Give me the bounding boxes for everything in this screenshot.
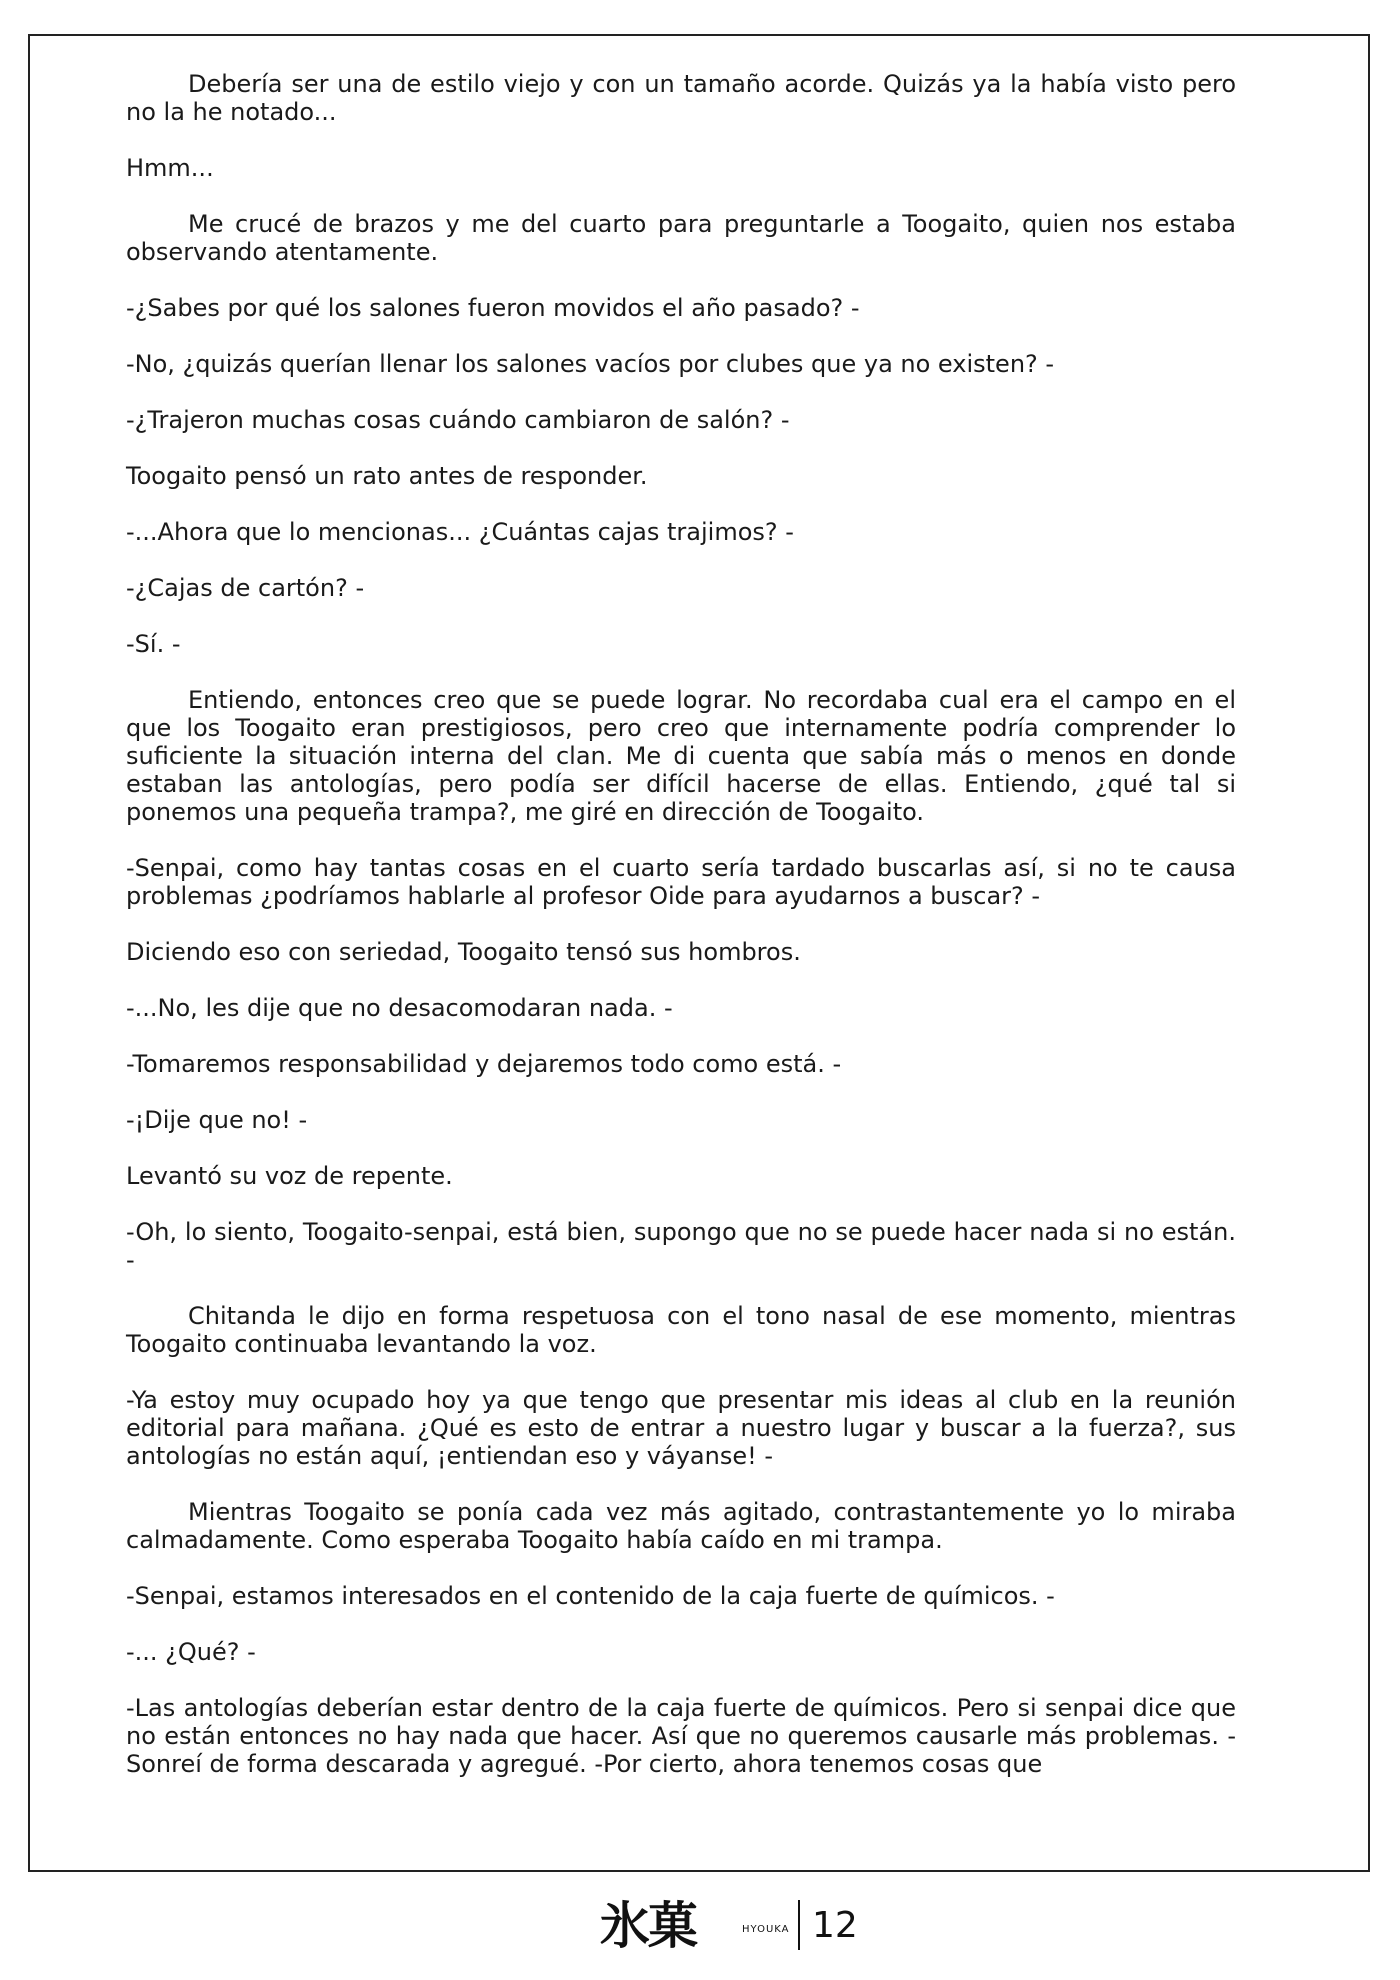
paragraph: Debería ser una de estilo viejo y con un tamaño acorde. Quizás ya la había visto pero no la he notado... [126,70,1236,126]
hyouka-logo-caption: HYOUKA [742,1924,790,1935]
page-text [126,70,1236,1806]
paragraph: -...No, les dije que no desacomodaran nada. - [126,994,673,1022]
paragraph: Mientras Toogaito se ponía cada vez más agitado, contrastantemente yo lo miraba calmadamente. Como esperaba Toogaito había caído en mi trampa. [126,1498,1236,1554]
hyouka-logo: 氷菓 [600,1896,696,1955]
paragraph: -... ¿Qué? - [126,1638,256,1666]
paragraph: -No, ¿quizás querían llenar los salones vacíos por clubes que ya no existen? - [126,350,1055,378]
paragraph: Chitanda le dijo en forma respetuosa con el tono nasal de ese momento, mientras Toogaito continuaba levantando la voz. [126,1302,1236,1358]
paragraph: Entiendo, entonces creo que se puede lograr. No recordaba cual era el campo en el que los Toogaito eran prestigiosos, pero creo que internamente podría comprender lo suficiente la situación interna del clan. Me di cuenta que sabía más o menos en donde estaban las antologías, pero podía ser difícil hacerse de ellas. Entiendo, ¿qué tal si ponemos una pequeña trampa?, me giré en dirección de Toogaito. [126,686,1236,826]
paragraph: -Sí. - [126,630,181,658]
paragraph: -Senpai, como hay tantas cosas en el cuarto sería tardado buscarlas así, si no te causa problemas ¿podríamos hablarle al profesor Oide para ayudarnos a buscar? - [126,854,1236,910]
paragraph: Diciendo eso con seriedad, Toogaito tensó sus hombros. [126,938,801,966]
footer-divider [798,1900,800,1950]
paragraph: -Ya estoy muy ocupado hoy ya que tengo que presentar mis ideas al club en la reunión editorial para mañana. ¿Qué es esto de entrar a nuestro lugar y buscar a la fuerza?, sus antologías no están aquí, ¡entiendan eso y váyanse! - [126,1386,1236,1470]
paragraph: Me crucé de brazos y me del cuarto para preguntarle a Toogaito, quien nos estaba observando atentamente. [126,210,1236,266]
paragraph: Hmm... [126,154,214,182]
paragraph: -Tomaremos responsabilidad y dejaremos todo como está. - [126,1050,842,1078]
page-number: 12 [812,1905,858,1946]
paragraph: -Las antologías deberían estar dentro de la caja fuerte de químicos. Pero si senpai dice que no están entonces no hay nada que hacer. Así que no queremos causarle más problemas. - Sonreí de forma descarada y agregué. -Por cierto, ahora tenemos cosas que [126,1694,1236,1778]
paragraph: -¿Trajeron muchas cosas cuándo cambiaron de salón? - [126,406,790,434]
paragraph: Levantó su voz de repente. [126,1162,453,1190]
paragraph: -¡Dije que no! - [126,1106,308,1134]
paragraph: -Senpai, estamos interesados en el contenido de la caja fuerte de químicos. - [126,1582,1055,1610]
paragraph: -...Ahora que lo mencionas... ¿Cuántas cajas trajimos? - [126,518,794,546]
page-footer [0,1896,1400,1956]
paragraph: Toogaito pensó un rato antes de responder. [126,462,648,490]
paragraph: -Oh, lo siento, Toogaito-senpai, está bien, supongo que no se puede hacer nada si no están. - [126,1218,1236,1274]
paragraph: -¿Cajas de cartón? - [126,574,365,602]
paragraph: -¿Sabes por qué los salones fueron movidos el año pasado? - [126,294,860,322]
